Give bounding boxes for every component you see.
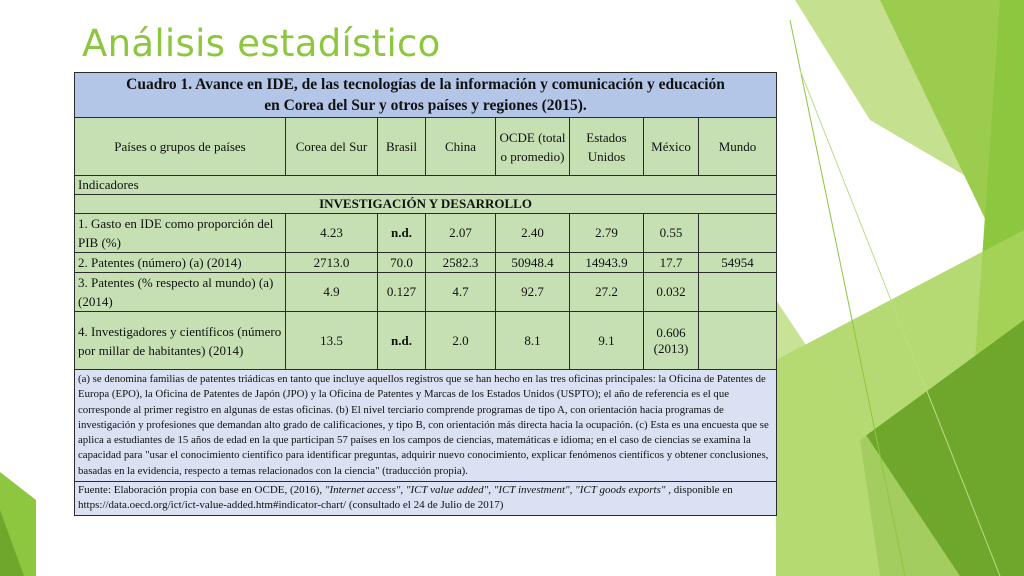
table-cell: 0.127 (378, 273, 426, 312)
column-header-mexico: México (644, 118, 699, 176)
table-cell: 4.7 (426, 273, 496, 312)
row-label: 1. Gasto en IDE como proporción del PIB (%) (75, 214, 286, 253)
table-cell: 14943.9 (570, 253, 644, 273)
indicators-row: Indicadores (75, 176, 777, 195)
column-header-world: Mundo (699, 118, 777, 176)
table-cell: 2.40 (496, 214, 570, 253)
table-cell: 0.606 (2013) (644, 312, 699, 370)
table-caption (75, 73, 777, 118)
table-cell (699, 214, 777, 253)
table-cell: n.d. (378, 214, 426, 253)
table-cell: 2.79 (570, 214, 644, 253)
table-row (75, 273, 777, 312)
table-cell: 0.55 (644, 214, 699, 253)
table-cell: 2.0 (426, 312, 496, 370)
row-label: 2. Patentes (número) (a) (2014) (75, 253, 286, 273)
column-header-brazil: Brasil (378, 118, 426, 176)
table-cell (699, 273, 777, 312)
table-source (75, 482, 777, 516)
table-caption-line2: en Corea del Sur y otros países y regiones (2015). (264, 97, 587, 114)
table-cell: n.d. (378, 312, 426, 370)
row-label: 4. Investigadores y científicos (número por millar de habitantes) (2014) (75, 312, 286, 370)
column-header-korea: Corea del Sur (286, 118, 378, 176)
table-cell: 2713.0 (286, 253, 378, 273)
column-header-countries: Países o grupos de países (75, 118, 286, 176)
table-cell: 92.7 (496, 273, 570, 312)
table-cell: 2.07 (426, 214, 496, 253)
source-italic: "Internet access", "ICT value added", "ICT investment", "ICT goods exports" (324, 484, 666, 497)
table-cell: 4.23 (286, 214, 378, 253)
slide-title: Análisis estadístico (82, 22, 441, 65)
table-row (75, 214, 777, 253)
table-cell: 17.7 (644, 253, 699, 273)
table-cell: 4.9 (286, 273, 378, 312)
table-row (75, 253, 777, 273)
statistics-table (74, 72, 777, 516)
column-header-ocde: OCDE (total o promedio) (496, 118, 570, 176)
section-title: INVESTIGACIÓN Y DESARROLLO (75, 195, 777, 214)
row-label: 3. Patentes (% respecto al mundo) (a) (2014) (75, 273, 286, 312)
table-cell: 0.032 (644, 273, 699, 312)
table-cell: 2582.3 (426, 253, 496, 273)
table-caption-line1: Cuadro 1. Avance en IDE, de las tecnologías de la información y comunicación y educación (126, 76, 725, 93)
source-suffix: , disponible en https://data.oecd.org/ict/ict-value-added.htm#indicator-chart/ (consultado el 24 de Julio de 2017) (78, 484, 733, 512)
table-cell: 54954 (699, 253, 777, 273)
table-cell: 27.2 (570, 273, 644, 312)
column-header-usa: Estados Unidos (570, 118, 644, 176)
source-prefix: Fuente: Elaboración propia con base en OCDE, (2016), (78, 484, 325, 497)
table-cell: 8.1 (496, 312, 570, 370)
table-notes: (a) se denomina familias de patentes triádicas en tanto que incluye aquellos registros que se han hecho en las tres oficinas principales: la Oficina de Patentes de Europa (EPO), la Oficina de Patentes de Japón (JPO) y la Oficina de Patentes y Marcas de los Estados Unidos (USPTO); el año de referencia es el que corresponde al primer registro en algunas de estas oficinas. (b) El nivel terciario comprende programas de tipo A, con orientación hacia programas de investigación y profesiones que demandan alto grado de calificaciones, y tipo B, con orientación más directa hacia la ocupación. (c) Esta es una encuesta que se aplica a estudiantes de 15 años de edad en la que participan 57 países en los campos de ciencias, matemáticas e idioma; en el caso de ciencias se examina la capacidad para "usar el conocimiento científico para identificar preguntas, adquirir nuevo conocimiento, explicar fenómenos científicos y obtener conclusiones, basadas en la evidencia, respecto a temas relacionados con la ciencia" (traducción propia). (75, 370, 777, 482)
table-cell (699, 312, 777, 370)
table-row (75, 312, 777, 370)
table-cell: 13.5 (286, 312, 378, 370)
table-cell: 50948.4 (496, 253, 570, 273)
table-cell: 70.0 (378, 253, 426, 273)
column-header-china: China (426, 118, 496, 176)
table-cell: 9.1 (570, 312, 644, 370)
